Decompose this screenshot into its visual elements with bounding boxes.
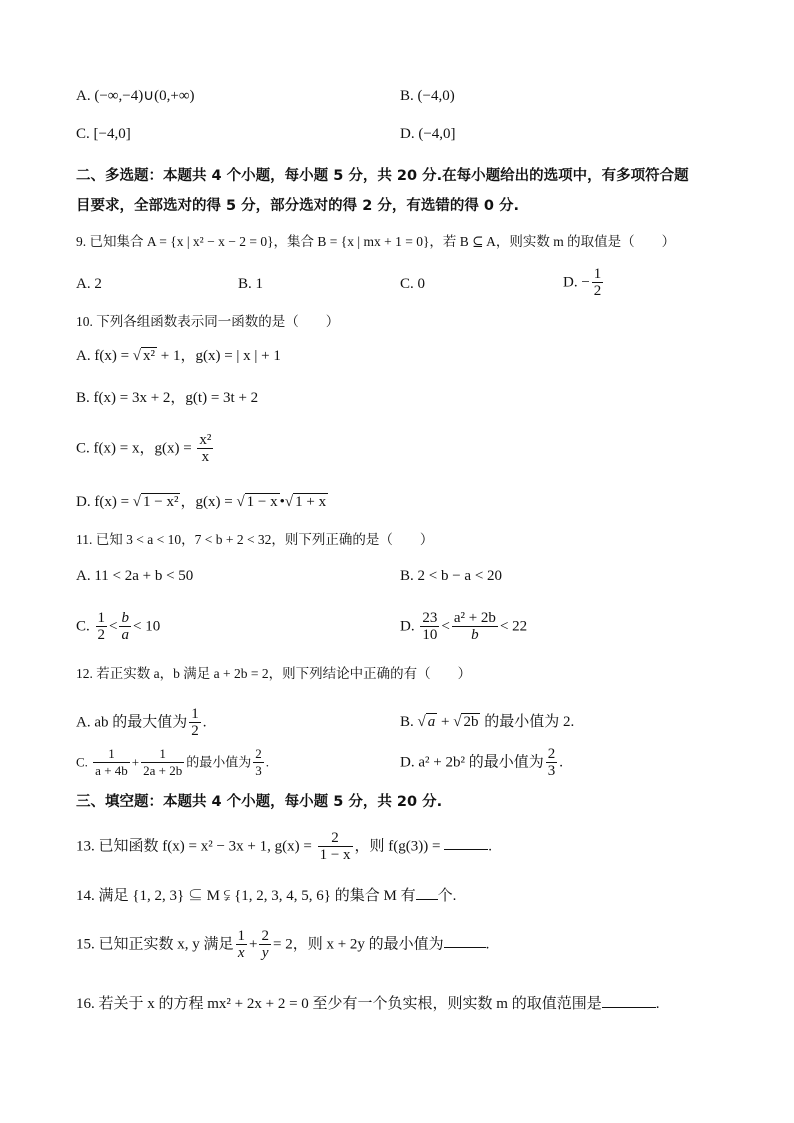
q10-option-a: A. f(x) = √ x² + 1，g(x) = | x | + 1 xyxy=(76,348,281,364)
q10-a-rest: + 1，g(x) = | x | + 1 xyxy=(157,348,281,364)
section2-heading-line1: 二、多选题：本题共 4 个小题，每小题 5 分，共 20 分.在每小题给出的选项中，有多项符合题 xyxy=(76,168,689,184)
q10-c-numerator: x² xyxy=(199,432,212,448)
q16-answer-blank[interactable] xyxy=(602,1007,656,1008)
q11-c-label: C. xyxy=(76,618,90,635)
q12-c-post: . xyxy=(265,754,269,770)
q11-option-c xyxy=(76,610,160,643)
q16-end: . xyxy=(655,996,660,1012)
q12-c-f2-den: 2a + 2b xyxy=(143,763,183,778)
q12-a-num: 1 xyxy=(191,706,199,722)
q12-a-pre: A. ab 的最大值为 xyxy=(76,714,188,731)
q10-c-denominator: x xyxy=(197,448,213,465)
q12-c-den: 3 xyxy=(255,763,262,778)
q12-b-post: 的最小值为 2. xyxy=(480,714,575,730)
q10-d-mid: ，g(x) = xyxy=(180,494,237,510)
q10-c-fraction xyxy=(197,432,213,465)
q9-option-a: A. 2 xyxy=(76,276,102,292)
q8-option-a: A. (−∞,−4)∪(0,+∞) xyxy=(76,88,195,104)
q9-option-b: B. 1 xyxy=(238,276,264,292)
q12-c-f1-den: a + 4b xyxy=(95,763,128,778)
q15-mid: = 2，则 x + 2y 的最小值为 xyxy=(272,936,444,953)
q12-a-post: . xyxy=(202,714,207,731)
q15-f2-num: 2 xyxy=(261,928,269,944)
q12-c-fraction3 xyxy=(253,746,264,779)
q10-d-f: D. f(x) = xyxy=(76,494,133,510)
q9-option-c: C. 0 xyxy=(400,276,426,292)
q12-c-fraction2 xyxy=(141,746,184,779)
q12-c-mid: 的最小值为 xyxy=(186,754,252,770)
q11-d-fraction2 xyxy=(452,610,498,643)
q12-option-c xyxy=(76,746,269,779)
q13 xyxy=(76,830,492,863)
q9-option-d-label: D. − xyxy=(563,274,590,291)
q13-den: 1 − x xyxy=(319,847,351,863)
q10-option-c xyxy=(76,432,215,465)
q13-num: 2 xyxy=(331,830,339,846)
q10-stem: 10. 下列各组函数表示同一函数的是（ ） xyxy=(76,314,340,329)
q11-c-rest: < 10 xyxy=(132,618,161,635)
q12-c-f2-num: 1 xyxy=(159,746,166,761)
q12-c-plus: + xyxy=(131,754,140,770)
q13-fraction xyxy=(318,830,353,863)
q10-a-f: A. f(x) = xyxy=(76,348,133,364)
q12-d-fraction xyxy=(546,746,558,779)
q12-c-f1-num: 1 xyxy=(108,746,115,761)
q13-pre: 13. 已知函数 f(x) = x² − 3x + 1, g(x) = xyxy=(76,838,316,855)
q15-fraction1 xyxy=(236,928,248,961)
q11-stem: 11. 已知 3 < a < 10，7 < b + 2 < 32，则下列正确的是（ ） xyxy=(76,532,434,547)
q11-c-f2-den: a xyxy=(121,627,129,643)
q12-c-pre: C. xyxy=(76,754,88,770)
q11-c-fraction1 xyxy=(96,610,108,643)
q11-option-b: B. 2 < b − a < 20 xyxy=(400,568,503,584)
q8-option-b: B. (−4,0) xyxy=(400,88,455,104)
q12-d-den: 3 xyxy=(547,763,556,779)
section3-heading: 三、填空题：本题共 4 个小题，每小题 5 分，共 20 分. xyxy=(76,794,443,810)
q15 xyxy=(76,928,489,961)
q11-c-f1-num: 1 xyxy=(97,610,106,626)
q11-c-fraction2 xyxy=(119,610,131,643)
q11-d-fraction1 xyxy=(420,610,439,643)
q15-answer-blank[interactable] xyxy=(444,947,486,948)
section2-heading-line2: 目要求，全部选对的得 5 分，部分选对的得 2 分，有选错的得 0 分. xyxy=(76,198,520,214)
q11-d-label: D. xyxy=(400,618,415,635)
q12-c-num: 2 xyxy=(255,746,262,761)
q11-c-lt: < xyxy=(109,618,118,635)
q15-fraction2 xyxy=(259,928,271,961)
q11-option-a: A. 11 < 2a + b < 50 xyxy=(76,568,194,584)
q12-b-radicand1: a xyxy=(427,714,436,730)
q15-f1-den: x xyxy=(236,944,248,961)
q11-d-f1-den: 10 xyxy=(422,627,438,643)
q10-d-radicand3: 1 + x xyxy=(295,494,327,510)
q15-f1-num: 1 xyxy=(237,928,246,944)
q9-option-d xyxy=(563,266,605,299)
q12-b-pre: B. xyxy=(400,714,418,730)
q12-option-a xyxy=(76,706,207,739)
q11-c-f1-den: 2 xyxy=(97,627,106,643)
q8-option-c: C. [−4,0] xyxy=(76,126,131,142)
q10-option-b: B. f(x) = 3x + 2，g(t) = 3t + 2 xyxy=(76,390,259,406)
q13-post: ，则 f(g(3)) = xyxy=(354,838,445,855)
q10-option-d: D. f(x) = √ 1 − x² ，g(x) = √ 1 − x •√ 1 + x xyxy=(76,494,327,510)
q14-answer-blank[interactable] xyxy=(416,899,438,900)
q12-d-post: . xyxy=(559,754,563,771)
q16 xyxy=(76,994,659,1014)
q9-option-d-fraction xyxy=(592,266,604,299)
q9-d-denominator: 2 xyxy=(593,283,602,299)
q13-end: . xyxy=(488,838,492,855)
q8-option-d: D. (−4,0] xyxy=(400,126,456,142)
q10-c-lhs: C. f(x) = x，g(x) = xyxy=(76,440,196,457)
q10-d-radicand1: 1 − x² xyxy=(143,494,179,510)
q12-d-num: 2 xyxy=(547,746,556,762)
q12-b-radicand2: 2b xyxy=(463,714,479,730)
q13-answer-blank[interactable] xyxy=(444,849,488,850)
q12-stem: 12. 若正实数 a，b 满足 a + 2b = 2，则下列结论中正确的有（ ） xyxy=(76,666,472,681)
q16-pre: 16. 若关于 x 的方程 mx² + 2x + 2 = 0 至少有一个负实根，则实数 m 的取值范围是 xyxy=(76,996,602,1012)
q9-stem: 9. 已知集合 A = {x | x² − x − 2 = 0}，集合 B = {x | mx + 1 = 0}，若 B ⊆ A，则实数 m 的取值是（ ） xyxy=(76,234,676,249)
q11-d-rest: < 22 xyxy=(499,618,528,635)
q11-option-d xyxy=(400,610,527,643)
q10-d-dot: • xyxy=(279,494,285,510)
q10-a-radicand: x² xyxy=(143,348,156,364)
q12-a-den: 2 xyxy=(191,723,199,739)
q12-b-plus: + xyxy=(437,714,454,730)
q15-pre: 15. 已知正实数 x, y 满足 xyxy=(76,936,234,953)
q15-plus: + xyxy=(249,936,258,953)
q11-d-lt: < xyxy=(441,618,450,635)
q12-d-pre: D. a² + 2b² 的最小值为 xyxy=(400,754,544,771)
q9-d-numerator: 1 xyxy=(593,266,602,282)
q14 xyxy=(76,886,456,906)
q15-end: . xyxy=(485,936,490,953)
q12-option-b: B. √ a + √ 2b 的最小值为 2. xyxy=(400,714,575,730)
q11-d-f2-num: a² + 2b xyxy=(453,610,496,626)
q14-end: 个. xyxy=(437,888,457,904)
q12-c-fraction1 xyxy=(93,746,130,779)
q14-pre: 14. 满足 {1, 2, 3} ⊆ M ⫋ {1, 2, 3, 4, 5, 6} 的集合 M 有 xyxy=(76,888,416,904)
q12-a-fraction xyxy=(189,706,201,739)
q11-c-f2-num: b xyxy=(121,610,129,626)
q12-option-d xyxy=(400,746,563,779)
q11-d-f1-num: 23 xyxy=(422,610,438,626)
q11-d-f2-den: b xyxy=(452,626,498,643)
q10-d-radicand2: 1 − x xyxy=(246,494,278,510)
q15-f2-den: y xyxy=(259,944,271,961)
